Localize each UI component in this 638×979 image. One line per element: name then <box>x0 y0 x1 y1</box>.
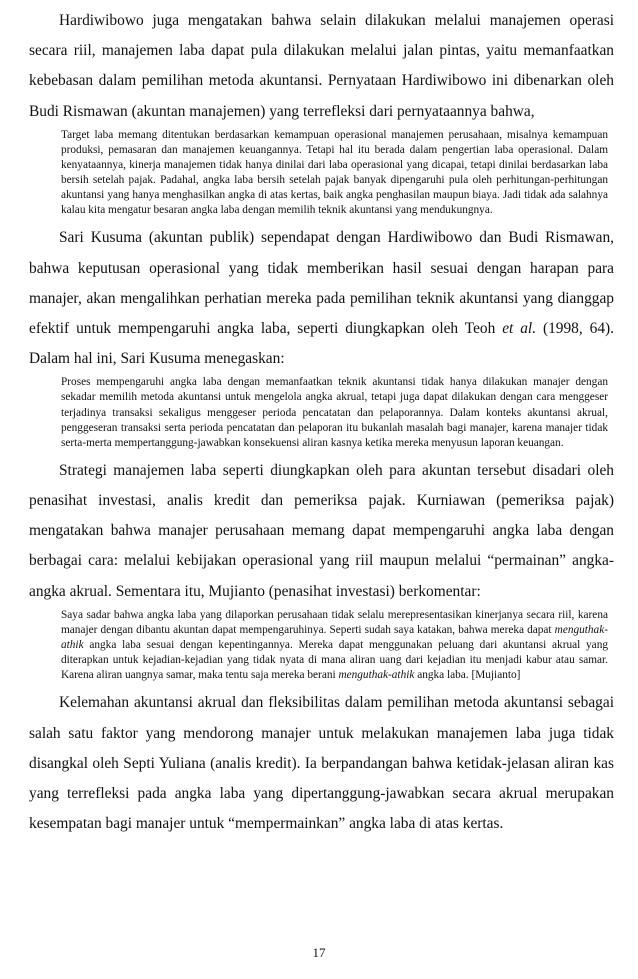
text-segment: Saya sadar bahwa angka laba yang dilaporkan perusahaan tidak selalu merepresentasikan kinerjanya secara riil, karena manajer dengan dibantu akuntan dapat mempengaruhinya. Seperti sudah saya katakan, bahwa mereka dapat <box>61 608 608 636</box>
text-segment: angka laba sesuai dengan kepentingannya. Mereka dapat menggunakan peluang dari akuntansi akrual yang diterapkan untuk kejadian-kejadian yang tidak nyata di mana aliran uang dari kejadian itu menjadi kabur atau samar. Karena aliran uangnya samar, maka tentu saja mereka berani <box>61 639 608 682</box>
text-segment: Sari Kusuma (akuntan publik) sependapat dengan Hardiwibowo dan Budi Rismawan, bahwa keputusan operasional yang tidak memberikan hasil sesuai dengan harapan para manajer, akan mengalihkan perhatian mereka pada pemilihan teknik akuntansi yang dianggap efektif untuk mempengaruhi angka laba, seperti diungkapkan oleh Teoh <box>29 229 614 337</box>
text-segment: Target laba memang ditentukan berdasarkan kemampuan operasional manajemen perusahaan, misalnya kemampuan produksi, pemasaran dan manajemen keuangannya. Tetapi hal itu berada dalam pengertian laba operasional. Dalam kenyataannya, kinerja manajemen tidak hanya dinilai dari laba operasional yang dicapai, tetapi dinilai berdasarkan laba bersih setelah pajak. Padahal, angka laba bersih setelah pajak banyak dipengaruhi pula oleh perhitungan-perhitungan akuntansi yang hanya menghasilkan angka di atas kertas, baik angka penghasilan maupun biaya. Jadi tidak ada salahnya kalau kita mengatur besaran angka laba dengan memilih teknik akuntansi yang mendukungnya. <box>61 128 608 217</box>
text-segment: angka laba. [Mujianto] <box>414 669 521 682</box>
block-quote-3 <box>61 608 608 683</box>
block-quote-1 <box>61 128 608 219</box>
page-number: 17 <box>312 945 326 960</box>
italic-segment: et al. <box>502 319 537 337</box>
italic-segment: menguthak-athik <box>338 669 415 682</box>
body-paragraph-4 <box>29 688 614 839</box>
body-paragraph-1 <box>29 6 614 127</box>
text-segment: Proses mempengaruhi angka laba dengan memanfaatkan teknik akuntansi tidak hanya dilakukan manajer dengan sekadar memilih metoda akuntansi untuk mengelola angka akrual, tetapi juga dapat dilakukan dengan cara menggeser terjadinya transaksi sekaligus menggeser perioda pencatatan dan pelaporannya. Dalam konteks akuntansi akrual, penggeseran transaksi serta perioda pencatatan dan pelaporan itu bukanlah masalah bagi manajer, karena manajer tidak serta-merta mempertanggung-jawabkan konsekuensi aliran kasnya ketika mereka menyusun laporan keuangan. <box>61 376 608 449</box>
body-paragraph-2 <box>29 223 614 374</box>
italic-segment: menguthak-athik <box>61 623 608 652</box>
text-segment: Hardiwibowo juga mengatakan bahwa selain dilakukan melalui manajemen operasi secara riil, manajemen laba dapat pula dilakukan melalui jalan pintas, yaitu memanfaatkan kebebasan dalam pemilihan metoda akuntansi. Pernyataan Hardiwibowo ini dibenarkan oleh Budi Rismawan (akuntan manajemen) yang terrefleksi dari pernyataannya bahwa, <box>29 12 614 120</box>
block-quote-2 <box>61 375 608 450</box>
body-paragraph-3 <box>29 456 614 607</box>
text-segment: Kelemahan akuntansi akrual dan fleksibilitas dalam pemilihan metoda akuntansi sebagai salah satu faktor yang mendorong manajer untuk melakukan manajemen laba juga tidak disangkal oleh Septi Yuliana (analis kredit). Ia berpandangan bahwa ketidak-jelasan aliran kas yang terrefleksi pada angka laba yang dipertanggung-jawabkan secara akrual merupakan kesempatan bagi manajer untuk “mempermainkan” angka laba di atas kertas. <box>29 694 614 833</box>
text-segment: Strategi manajemen laba seperti diungkapkan oleh para akuntan tersebut disadari oleh penasihat investasi, analis kredit dan pemeriksa pajak. Kurniawan (pemeriksa pajak) mengatakan bahwa manajer perusahaan memang dapat mempengaruhi angka laba dengan berbagai cara: melalui kebijakan operasional yang riil maupun melalui “permainan” angka-angka akrual. Sementara itu, Mujianto (penasihat investasi) berkomentar: <box>29 461 614 600</box>
text-segment: (1998, 64). Dalam hal ini, Sari Kusuma menegaskan: <box>29 319 614 368</box>
